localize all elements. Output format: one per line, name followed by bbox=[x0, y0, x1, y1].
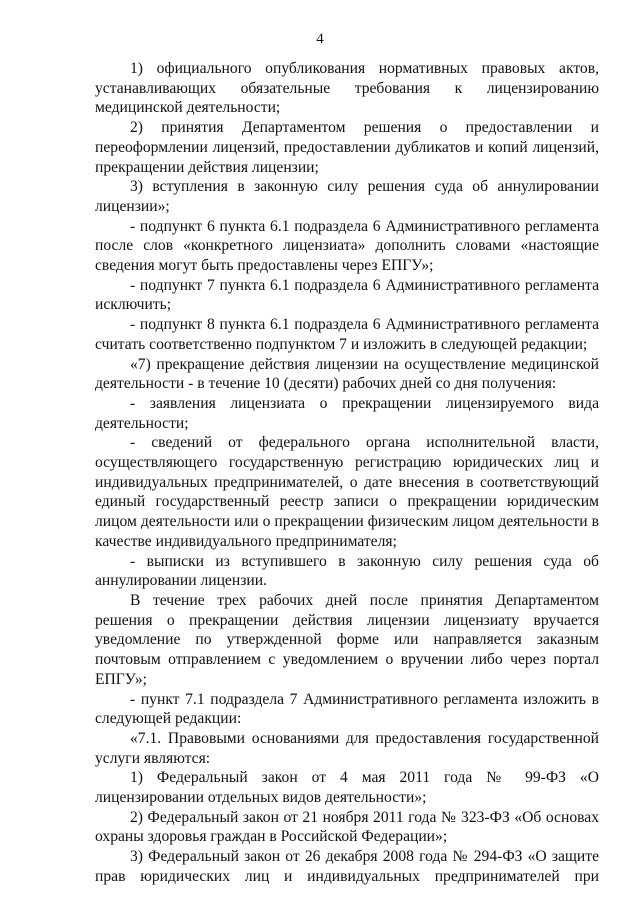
paragraph: 2) принятия Департаментом решения о предоставлении и переоформлении лицензий, предоставлении дубликатов и копий лицензий, прекращении действия лицензии; bbox=[95, 119, 599, 176]
paragraph: В течение трех рабочих дней после принятия Департаментом решения о прекращении действия лицензии лицензиату вручается уведомление по утвержденной форме или направляется заказным почтовым отправлением с уведомлением о вручении либо через портал ЕПГУ»; bbox=[95, 591, 599, 688]
paragraph: 3) Федеральный закон от 26 декабря 2008 года № 294-ФЗ «О защите прав юридических лиц и индивидуальных предпринимателей при bbox=[95, 848, 599, 885]
document-body bbox=[95, 59, 599, 887]
paragraph: 1) Федеральный закон от 4 мая 2011 года № 99-ФЗ «О лицензировании отдельных видов деятельности»; bbox=[95, 769, 599, 807]
paragraph: 2) Федеральный закон от 21 ноября 2011 года № 323-ФЗ «Об основах охраны здоровья граждан в Российской Федерации»; bbox=[95, 808, 599, 846]
paragraph: - подпункт 6 пункта 6.1 подраздела 6 Административного регламента после слов «конкретного лицензиата» дополнить словами «настоящие сведения могут быть предоставлены через ЕПГУ»; bbox=[95, 217, 599, 275]
paragraph: - подпункт 8 пункта 6.1 подраздела 6 Административного регламента считать соответственно подпунктом 7 и изложить в следующей редакции; bbox=[95, 316, 599, 353]
paragraph: - заявления лицензиата о прекращении лицензируемого вида деятельности; bbox=[95, 394, 599, 432]
paragraph: - подпункт 7 пункта 6.1 подраздела 6 Административного регламента исключить; bbox=[95, 276, 599, 314]
paragraph: - выписки из вступившего в законную силу решения суда об аннулировании лицензии. bbox=[95, 552, 599, 590]
paragraph: - сведений от федерального органа исполнительной власти, осуществляющего государственную регистрацию юридических лиц и индивидуальных предпринимателей, о дате внесения в соответствующий единый государственный реестр записи о прекращении юридическим лицом деятельности или о прекращении физическим лицом деятельности в качестве индивидуального предпринимателя; bbox=[95, 434, 599, 550]
paragraph: 3) вступления в законную силу решения суда об аннулировании лицензии»; bbox=[95, 178, 599, 215]
paragraph: «7.1. Правовыми основаниями для предоставления государственной услуги являются: bbox=[95, 729, 599, 767]
page-number: 4 bbox=[316, 31, 324, 47]
paragraph: 1) официального опубликования нормативных правовых актов, устанавливающих обязательные требования к лицензированию медицинской деятельности; bbox=[95, 60, 599, 117]
paragraph: «7) прекращение действия лицензии на осуществление медицинской деятельности - в течение 10 (десяти) рабочих дней со дня получения: bbox=[95, 355, 599, 393]
paragraph: - пункт 7.1 подраздела 7 Административного регламента изложить в следующей редакции: bbox=[95, 690, 599, 728]
